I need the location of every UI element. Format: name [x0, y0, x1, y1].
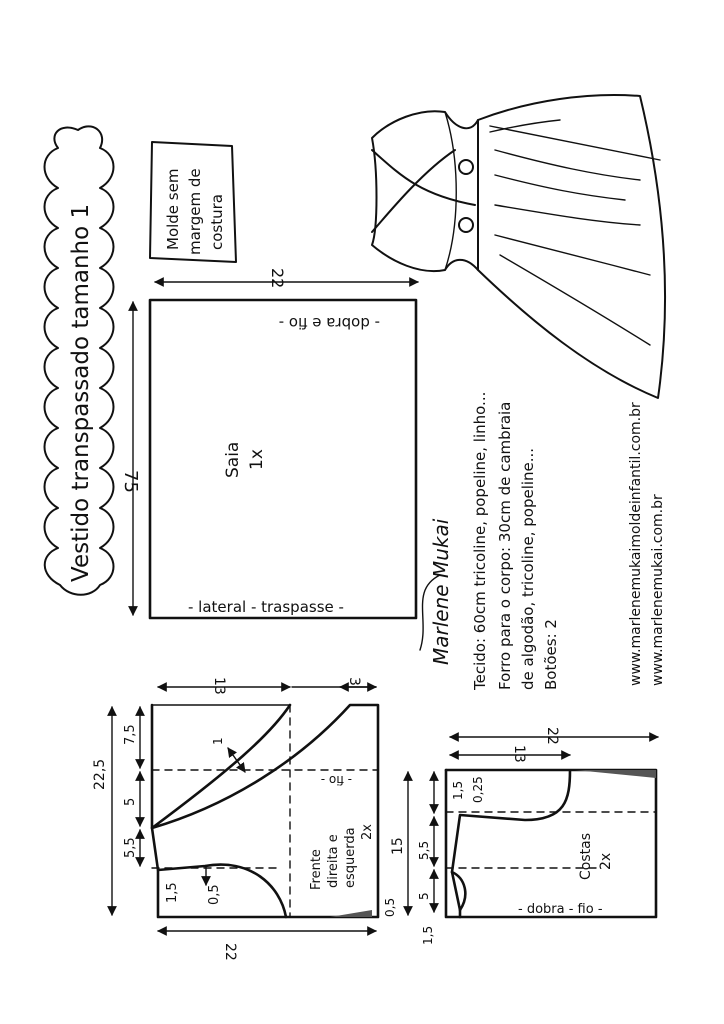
seam-note-line-3: costura: [208, 194, 226, 250]
front-pattern: [92, 677, 397, 961]
signature-text: Marlene Mukai: [429, 518, 453, 665]
back-dim-5-5: 5,5: [417, 840, 431, 860]
front-grain-label: - fio -: [320, 773, 352, 787]
front-dim-3: 3: [346, 677, 362, 686]
back-dim-0-25: 0,25: [471, 776, 485, 803]
url-primary: www.marlenemukaimoldeinfantil.com.br: [628, 402, 644, 686]
page-title: Vestido transpassado tamanho 1: [68, 203, 94, 582]
materials-block: [471, 392, 560, 691]
website-urls: [628, 402, 666, 686]
front-dim-22-5: 22,5: [92, 758, 108, 790]
skirt-piece-name: Saia: [223, 441, 243, 478]
back-dim-1-5-neck: 1,5: [451, 780, 465, 800]
materials-line-1: Tecido: 60cm tricoline, popeline, linho...: [471, 391, 489, 690]
front-dim-1-5: 1,5: [165, 882, 180, 903]
dress-skirt: [478, 95, 665, 398]
front-piece-name-2: direita e: [326, 834, 341, 888]
front-piece-count: 2x: [360, 824, 375, 840]
skirt-piece-count: 1x: [247, 449, 267, 470]
front-dim-7-5: 7,5: [123, 724, 138, 745]
front-piece-name-3: esquerda: [343, 827, 358, 888]
url-secondary: www.marlenemukai.com.br: [650, 494, 666, 686]
skirt-side-label: - lateral - traspasse -: [188, 598, 344, 616]
materials-line-2: Forro para o corpo: 30cm de cambraia: [496, 401, 514, 690]
front-dim-13: 13: [211, 677, 227, 695]
materials-line-4: Botões: 2: [542, 619, 560, 690]
skirt-pattern: [120, 268, 418, 618]
seam-note-line-2: margem de: [186, 168, 204, 255]
button-icon: [459, 160, 473, 174]
title-block: [45, 126, 114, 594]
back-fold-label: - dobra - fio -: [518, 902, 603, 917]
button-icon: [459, 218, 473, 232]
front-dim-0-5-side: 0,5: [383, 897, 397, 917]
back-piece-name: Costas: [578, 833, 594, 880]
back-dim-5: 5: [417, 892, 431, 900]
front-dim-0-5-neck: 0,5: [207, 884, 222, 905]
seam-note-line-1: Molde sem: [164, 168, 182, 250]
back-dim-1-5-bottom: 1,5: [421, 925, 435, 945]
back-dim-13: 13: [511, 745, 527, 763]
skirt-fold-label: - dobra e fio -: [278, 314, 380, 332]
back-dim-22: 22: [544, 727, 560, 745]
skirt-rectangle: [150, 300, 416, 618]
skirt-width: 22: [268, 268, 287, 289]
front-dim-5-5: 5,5: [123, 837, 138, 858]
seam-note: [150, 142, 236, 262]
materials-line-3: de algodão, tricoline, popeline...: [519, 447, 537, 690]
signature: [420, 518, 453, 665]
front-dim-22: 22: [222, 943, 238, 961]
front-piece-name-1: Frente: [309, 849, 324, 890]
back-dim-15: 15: [390, 837, 406, 855]
back-piece-count: 2x: [598, 852, 614, 870]
front-dim-1: 1: [211, 737, 225, 745]
dress-bodice: [372, 111, 478, 271]
back-pattern: [390, 727, 658, 945]
skirt-height: 75: [120, 470, 141, 493]
front-dim-5: 5: [123, 797, 138, 806]
